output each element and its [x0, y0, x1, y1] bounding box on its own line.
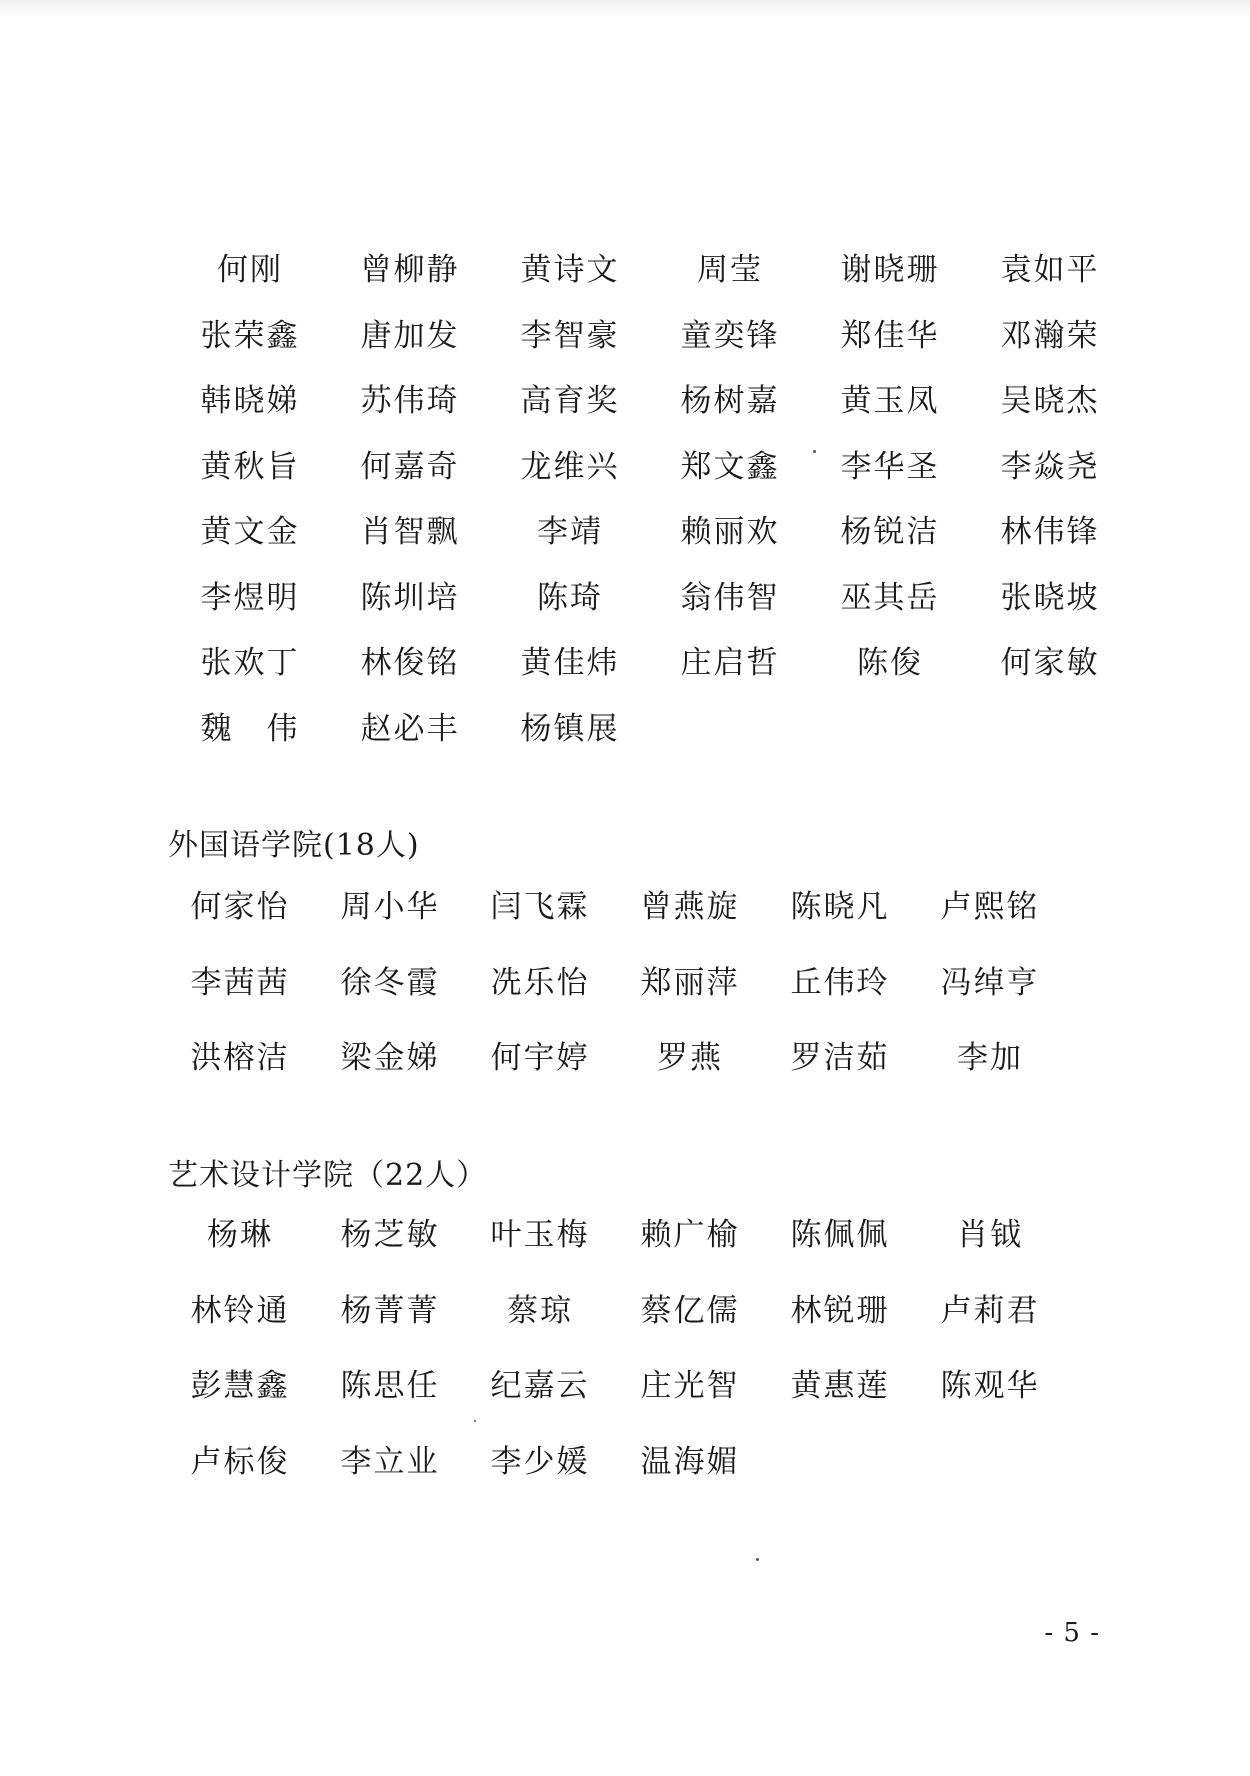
name-entry: 温海媚	[640, 1443, 740, 1480]
name-entry: 杨芝敏	[340, 1217, 440, 1253]
name-entry: 陈晓凡	[790, 889, 890, 925]
scan-speck	[756, 1558, 759, 1561]
scan-top-shadow	[0, 0, 1250, 18]
name-entry: 黄文金	[200, 514, 300, 550]
name-entry: 杨锐洁	[840, 514, 940, 550]
scan-speck	[474, 1420, 476, 1422]
name-entry: 林锐珊	[790, 1292, 890, 1329]
name-entry: 李加	[957, 1040, 1023, 1076]
name-entry: 赖丽欢	[680, 514, 780, 550]
name-entry: 冯绰亨	[940, 964, 1040, 1001]
name-entry: 陈琦	[537, 579, 603, 616]
name-entry: 周莹	[697, 252, 763, 288]
name-entry: 巫其岳	[840, 579, 940, 616]
name-entry: 何家敏	[1000, 645, 1100, 681]
foreign-languages-name-list	[165, 870, 1065, 1097]
name-entry: 李立业	[340, 1443, 440, 1480]
continued-name-list	[170, 238, 1130, 762]
name-entry: 纪嘉云	[490, 1368, 590, 1404]
name-entry: 李煜明	[200, 579, 300, 616]
name-entry: 罗洁茹	[790, 1040, 890, 1076]
name-entry: 罗燕	[657, 1040, 723, 1076]
section-heading-art-design: 艺术设计学院（22人）	[168, 1158, 488, 1193]
name-entry: 黄佳炜	[520, 645, 620, 681]
name-entry: 韩晓娣	[200, 383, 300, 419]
name-entry: 庄光智	[640, 1368, 740, 1404]
name-entry: 谢晓珊	[840, 252, 940, 288]
name-entry: 卢熙铭	[940, 889, 1040, 925]
name-entry: 徐冬霞	[340, 964, 440, 1001]
name-entry: 梁金娣	[340, 1040, 440, 1076]
name-entry: 蔡亿儒	[640, 1292, 740, 1329]
section-heading-foreign-languages: 外国语学院(18人)	[168, 828, 420, 863]
name-entry: 黄玉凤	[840, 383, 940, 419]
name-entry: 黄惠莲	[790, 1368, 890, 1404]
name-entry: 吴晓杰	[1000, 383, 1100, 419]
name-entry: 翁伟智	[680, 579, 780, 616]
name-entry: 卢莉君	[940, 1292, 1040, 1329]
name-entry: 陈佩佩	[790, 1217, 890, 1253]
scan-speck	[813, 450, 816, 453]
name-entry: 魏 伟	[200, 710, 300, 747]
name-entry: 肖智飘	[360, 514, 460, 550]
name-entry: 龙维兴	[520, 448, 620, 485]
name-entry: 郑文鑫	[680, 448, 780, 485]
name-entry: 赵必丰	[360, 710, 460, 747]
name-entry: 闫飞霖	[490, 889, 590, 925]
name-entry: 苏伟琦	[360, 383, 460, 419]
page-number: - 5 -	[1044, 1618, 1100, 1648]
name-entry: 卢标俊	[190, 1443, 290, 1480]
name-entry: 张晓坡	[1000, 579, 1100, 616]
name-entry: 邓瀚荣	[1000, 317, 1100, 354]
name-entry: 李焱尧	[1000, 448, 1100, 485]
name-entry: 杨树嘉	[680, 383, 780, 419]
name-entry: 李智豪	[520, 317, 620, 354]
name-entry: 张欢丁	[200, 645, 300, 681]
name-entry: 肖钺	[957, 1217, 1023, 1253]
name-entry: 庄启哲	[680, 645, 780, 681]
name-entry: 陈思任	[340, 1368, 440, 1404]
name-entry: 陈观华	[940, 1368, 1040, 1404]
name-entry: 叶玉梅	[490, 1217, 590, 1253]
art-design-name-list	[165, 1198, 1065, 1500]
name-entry: 蔡琼	[507, 1292, 573, 1329]
name-entry: 李靖	[537, 514, 603, 550]
name-entry: 冼乐怡	[490, 964, 590, 1001]
name-entry: 何家怡	[190, 889, 290, 925]
name-entry: 林铃通	[190, 1292, 290, 1329]
name-entry: 张荣鑫	[200, 317, 300, 354]
name-entry: 袁如平	[1000, 252, 1100, 288]
name-entry: 曾燕旋	[640, 889, 740, 925]
name-entry: 丘伟玲	[790, 964, 890, 1001]
name-entry: 彭慧鑫	[190, 1368, 290, 1404]
name-entry: 黄秋旨	[200, 448, 300, 485]
name-entry: 李茜茜	[190, 964, 290, 1001]
name-entry: 洪榕洁	[190, 1040, 290, 1076]
name-entry: 郑丽萍	[640, 964, 740, 1001]
name-entry: 郑佳华	[840, 317, 940, 354]
name-entry: 李华圣	[840, 448, 940, 485]
name-entry: 曾柳静	[360, 252, 460, 288]
name-entry: 林俊铭	[360, 645, 460, 681]
name-entry: 何嘉奇	[360, 448, 460, 485]
name-entry: 杨镇展	[520, 710, 620, 747]
name-entry: 唐加发	[360, 317, 460, 354]
name-entry: 赖广榆	[640, 1217, 740, 1253]
name-entry: 童奕锋	[680, 317, 780, 354]
name-entry: 周小华	[340, 889, 440, 925]
name-entry: 高育奖	[520, 383, 620, 419]
name-entry: 杨菁菁	[340, 1292, 440, 1329]
name-entry: 黄诗文	[520, 252, 620, 288]
name-entry: 何宇婷	[490, 1040, 590, 1076]
name-entry: 陈圳培	[360, 579, 460, 616]
name-entry: 李少媛	[490, 1443, 590, 1480]
name-entry: 林伟锋	[1000, 514, 1100, 550]
name-entry: 杨琳	[207, 1217, 273, 1253]
name-entry: 陈俊	[857, 645, 923, 681]
name-entry: 何刚	[217, 252, 283, 288]
